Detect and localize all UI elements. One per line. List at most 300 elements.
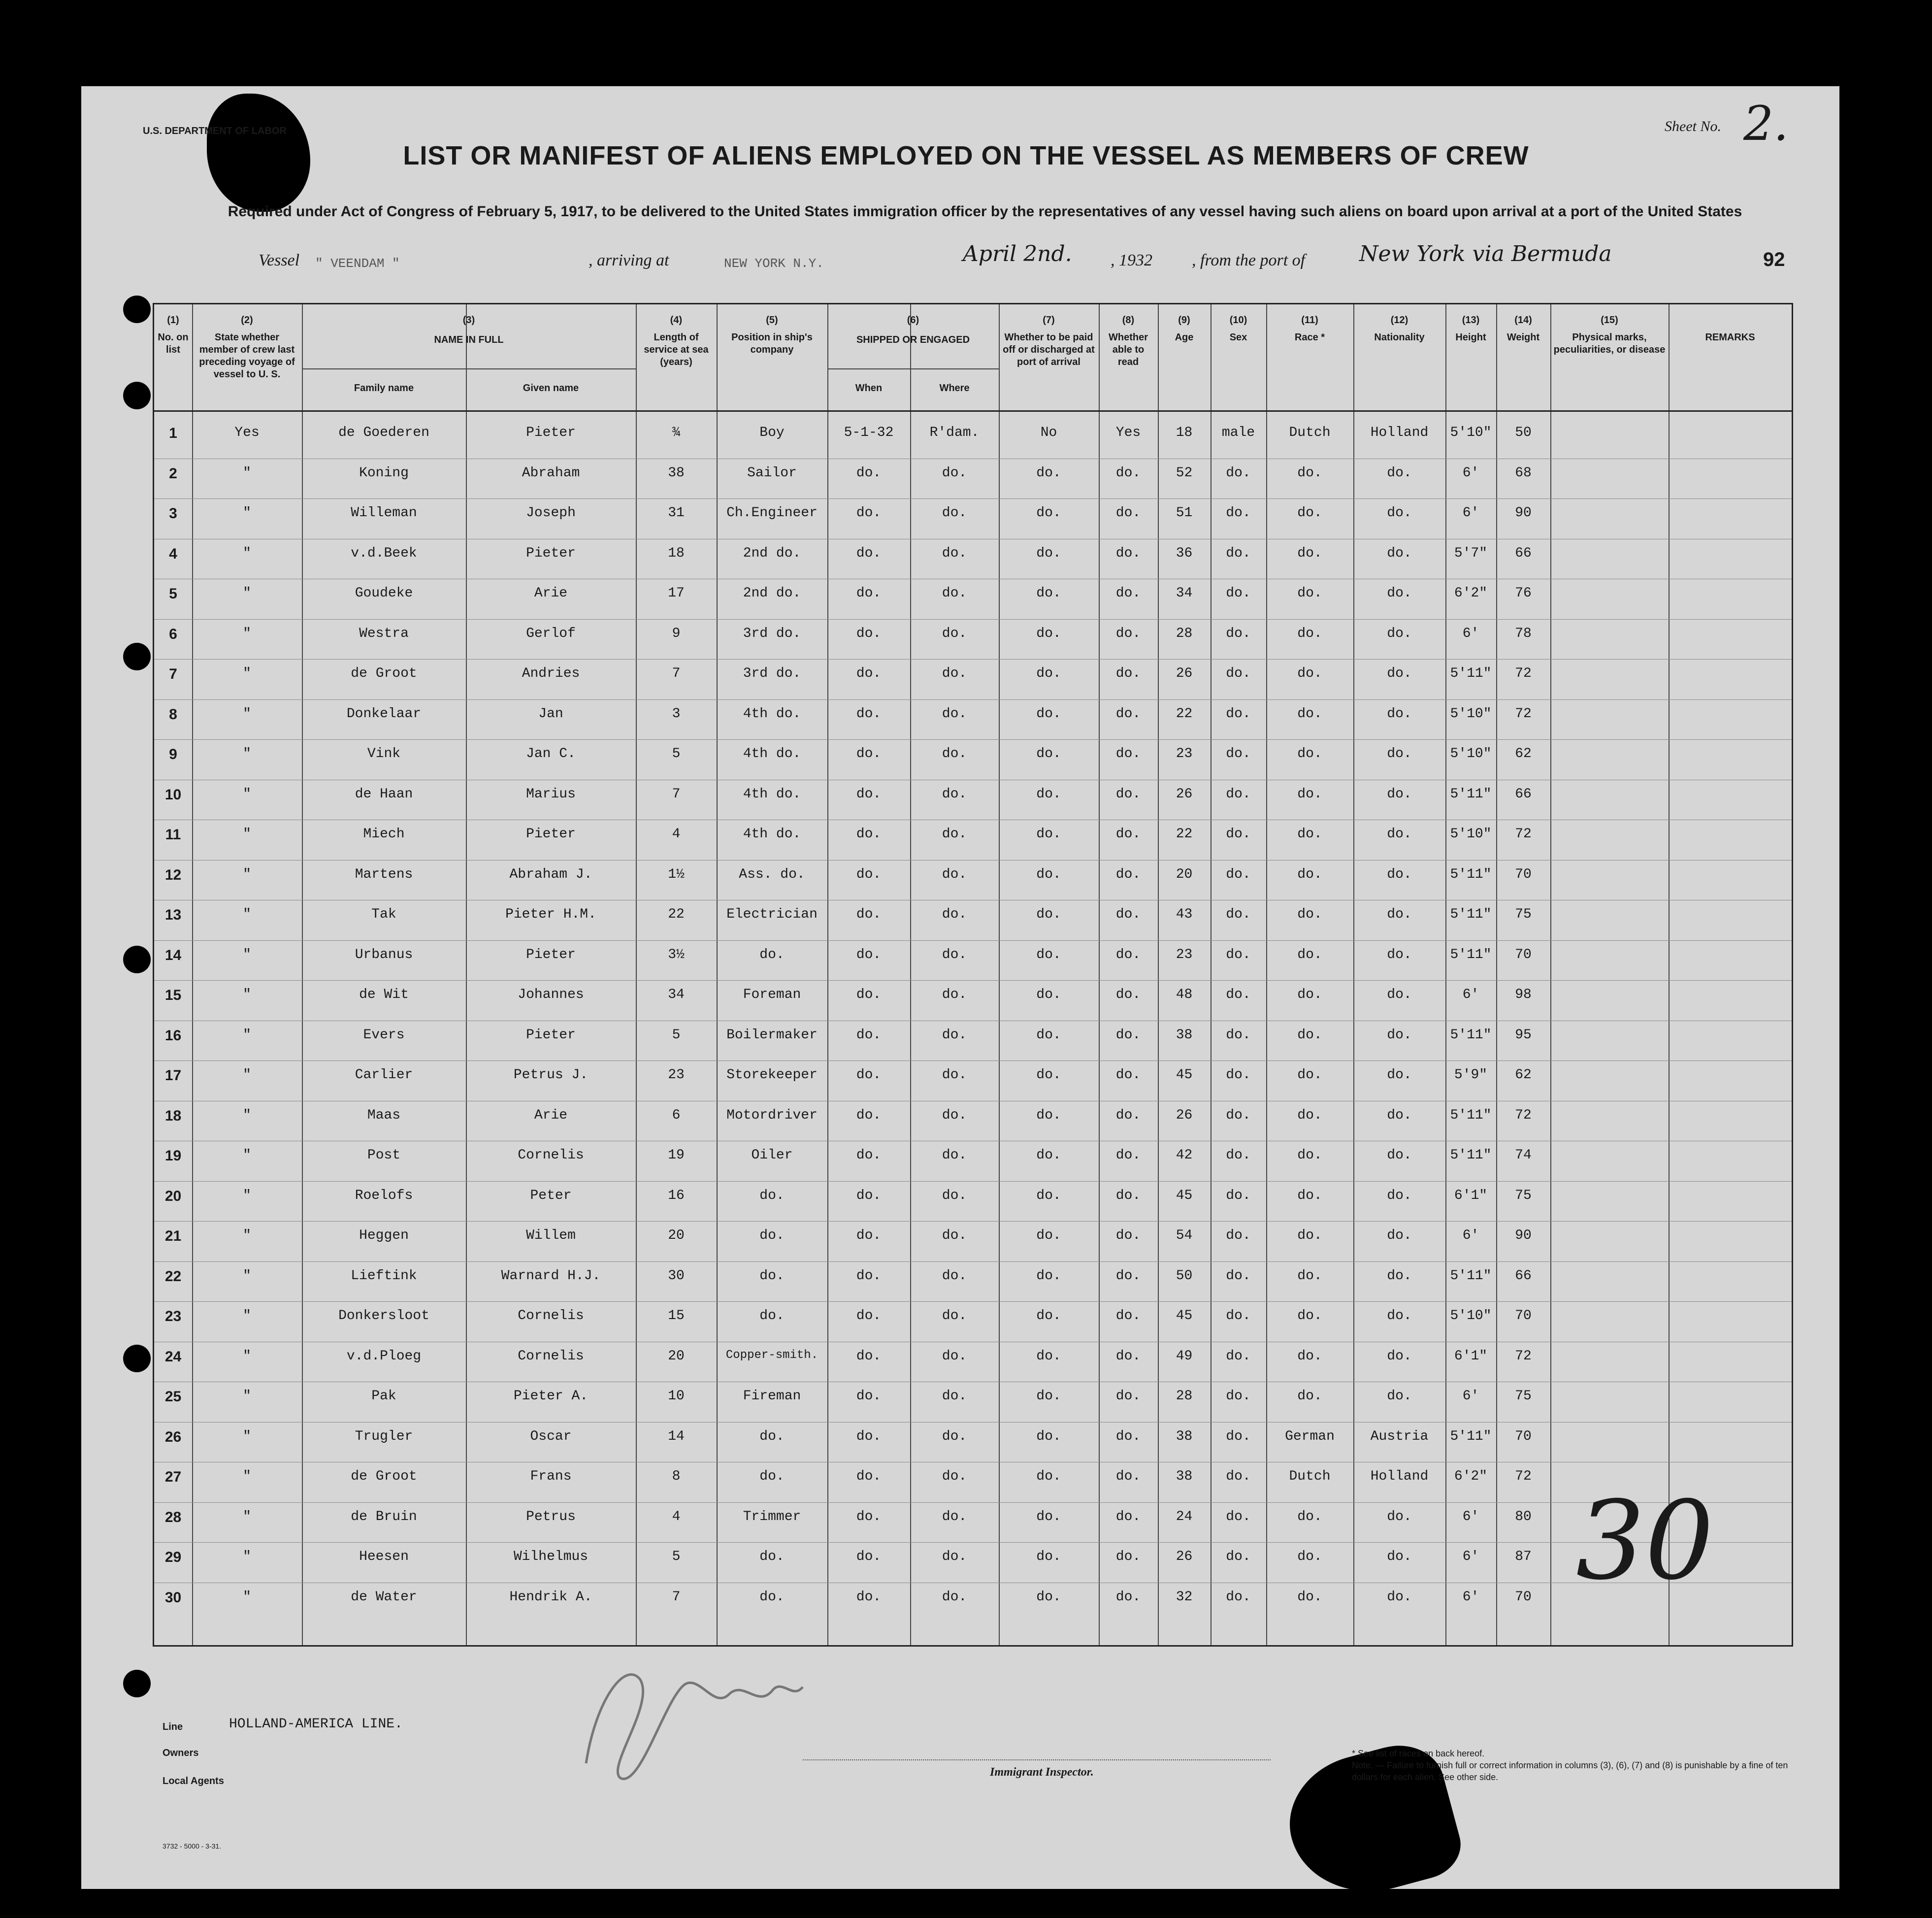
able-to-read: do. bbox=[1115, 1389, 1141, 1404]
nationality: do. bbox=[1387, 706, 1412, 722]
paid-off: do. bbox=[1036, 465, 1061, 481]
given-name: Jan bbox=[538, 706, 563, 722]
sea-service: 8 bbox=[672, 1469, 681, 1484]
arrival-date: April 2nd. bbox=[963, 241, 1072, 266]
age: 28 bbox=[1176, 626, 1193, 641]
shipped-where: do. bbox=[942, 987, 967, 1002]
height: 5'10" bbox=[1450, 706, 1492, 722]
prior-voyage: " bbox=[243, 1348, 251, 1364]
sea-service: 3½ bbox=[668, 947, 685, 962]
inspector-signature bbox=[566, 1640, 813, 1793]
able-to-read: do. bbox=[1115, 505, 1141, 521]
nationality: Holland bbox=[1370, 425, 1429, 440]
sea-service: 22 bbox=[668, 907, 685, 922]
position: 4th do. bbox=[743, 827, 801, 842]
nationality: do. bbox=[1387, 907, 1412, 922]
family-name: Evers bbox=[363, 1027, 405, 1043]
age: 22 bbox=[1176, 827, 1193, 842]
race: do. bbox=[1297, 706, 1322, 722]
weight: 70 bbox=[1515, 1428, 1532, 1444]
age: 26 bbox=[1176, 1549, 1193, 1564]
sea-service: 1½ bbox=[668, 866, 685, 882]
shipped-where: do. bbox=[942, 746, 967, 761]
age: 24 bbox=[1176, 1509, 1193, 1524]
row-number: 21 bbox=[164, 1228, 182, 1244]
paid-off: do. bbox=[1036, 666, 1061, 681]
given-name: Abraham J. bbox=[509, 866, 592, 882]
nationality: do. bbox=[1387, 1188, 1412, 1203]
paid-off: do. bbox=[1036, 1428, 1061, 1444]
shipped-when: 5-1-32 bbox=[844, 425, 894, 440]
sex: do. bbox=[1226, 465, 1251, 481]
prior-voyage: " bbox=[243, 1428, 251, 1444]
sea-service: 4 bbox=[672, 1509, 681, 1524]
height: 5'11" bbox=[1450, 1148, 1492, 1163]
column-rule bbox=[1669, 304, 1670, 1645]
nationality: do. bbox=[1387, 1268, 1412, 1284]
position: do. bbox=[759, 1469, 785, 1484]
age: 38 bbox=[1176, 1469, 1193, 1484]
paid-off: do. bbox=[1036, 987, 1061, 1002]
row-number: 15 bbox=[164, 987, 182, 1003]
vessel-label: Vessel bbox=[259, 251, 300, 269]
sex: do. bbox=[1226, 1188, 1251, 1203]
position: do. bbox=[759, 1589, 785, 1605]
position: Copper-smith. bbox=[725, 1348, 819, 1362]
sea-service: 17 bbox=[668, 586, 685, 601]
weight: 76 bbox=[1515, 586, 1532, 601]
height: 5'11" bbox=[1450, 907, 1492, 922]
race: do. bbox=[1297, 746, 1322, 761]
shipped-where: do. bbox=[942, 1027, 967, 1043]
nationality: do. bbox=[1387, 1067, 1412, 1083]
given-name: Pieter bbox=[526, 425, 576, 440]
column-number: (15) bbox=[1601, 315, 1618, 326]
age: 51 bbox=[1176, 505, 1193, 521]
prior-voyage: " bbox=[243, 1228, 251, 1243]
sex: do. bbox=[1226, 907, 1251, 922]
sea-service: 5 bbox=[672, 1027, 681, 1043]
shipped-where: do. bbox=[942, 545, 967, 561]
shipped-when: do. bbox=[856, 786, 882, 802]
position: Motordriver bbox=[726, 1107, 818, 1123]
paid-off: do. bbox=[1036, 786, 1061, 802]
sex: do. bbox=[1226, 1148, 1251, 1163]
paid-off: do. bbox=[1036, 1268, 1061, 1284]
position: 2nd do. bbox=[743, 586, 801, 601]
column-number: (5) bbox=[766, 315, 778, 326]
position: do. bbox=[759, 1308, 785, 1323]
prior-voyage: Yes bbox=[234, 425, 260, 440]
able-to-read: do. bbox=[1115, 947, 1141, 962]
given-name: Pieter bbox=[526, 947, 576, 962]
nationality: do. bbox=[1387, 505, 1412, 521]
sea-service: 20 bbox=[668, 1228, 685, 1243]
age: 32 bbox=[1176, 1589, 1193, 1605]
column-number: (1) bbox=[167, 315, 179, 326]
able-to-read: do. bbox=[1115, 1268, 1141, 1284]
family-name: Heesen bbox=[359, 1549, 409, 1564]
weight: 50 bbox=[1515, 425, 1532, 440]
height: 6'1" bbox=[1454, 1348, 1488, 1364]
height: 5'11" bbox=[1450, 1428, 1492, 1444]
prior-voyage: " bbox=[243, 465, 251, 481]
family-name: Maas bbox=[367, 1107, 401, 1123]
row-number: 28 bbox=[164, 1509, 182, 1525]
shipped-where: do. bbox=[942, 626, 967, 641]
row-number: 7 bbox=[169, 666, 177, 682]
prior-voyage: " bbox=[243, 545, 251, 561]
weight: 90 bbox=[1515, 1228, 1532, 1243]
age: 48 bbox=[1176, 987, 1193, 1002]
family-name: de Water bbox=[351, 1589, 417, 1605]
shipped-where: do. bbox=[942, 1469, 967, 1484]
family-name: v.d.Ploeg bbox=[346, 1348, 422, 1364]
sheet-number: 2. bbox=[1743, 96, 1789, 151]
shipped-where: do. bbox=[942, 866, 967, 882]
row-number: 12 bbox=[164, 866, 182, 883]
family-name: Koning bbox=[359, 465, 409, 481]
shipped-when: do. bbox=[856, 1589, 882, 1605]
nationality: do. bbox=[1387, 1549, 1412, 1564]
column-number: (6) bbox=[907, 315, 919, 326]
nationality: do. bbox=[1387, 947, 1412, 962]
row-rule bbox=[154, 659, 1792, 660]
sex: do. bbox=[1226, 626, 1251, 641]
column-header: Race * bbox=[1294, 332, 1325, 343]
height: 6' bbox=[1462, 1549, 1479, 1564]
height: 5'11" bbox=[1450, 1268, 1492, 1284]
shipped-when: do. bbox=[856, 987, 882, 1002]
age: 18 bbox=[1176, 425, 1193, 440]
local-agents-label: Local Agents bbox=[163, 1776, 224, 1786]
family-name: Trugler bbox=[355, 1428, 413, 1444]
race: do. bbox=[1297, 1027, 1322, 1043]
prior-voyage: " bbox=[243, 1389, 251, 1404]
prior-voyage: " bbox=[243, 1148, 251, 1163]
shipped-where: do. bbox=[942, 1188, 967, 1203]
weight: 90 bbox=[1515, 505, 1532, 521]
able-to-read: do. bbox=[1115, 545, 1141, 561]
shipped-when: do. bbox=[856, 505, 882, 521]
sex: do. bbox=[1226, 1589, 1251, 1605]
binder-hole bbox=[123, 1670, 151, 1697]
nationality: do. bbox=[1387, 746, 1412, 761]
prior-voyage: " bbox=[243, 786, 251, 802]
line-value: HOLLAND-AMERICA LINE. bbox=[229, 1717, 403, 1732]
row-number: 25 bbox=[164, 1389, 182, 1405]
shipped-when: do. bbox=[856, 1188, 882, 1203]
prior-voyage: " bbox=[243, 1589, 251, 1605]
height: 6' bbox=[1462, 1509, 1479, 1524]
row-number: 3 bbox=[169, 505, 177, 522]
age: 36 bbox=[1176, 545, 1193, 561]
paid-off: do. bbox=[1036, 1067, 1061, 1083]
nationality: do. bbox=[1387, 1027, 1412, 1043]
prior-voyage: " bbox=[243, 746, 251, 761]
document-title: LIST OR MANIFEST OF ALIENS EMPLOYED ON THE VESSEL AS MEMBERS OF CREW bbox=[403, 141, 1529, 170]
column-subheader: When bbox=[855, 383, 883, 394]
able-to-read: do. bbox=[1115, 1308, 1141, 1323]
position: 4th do. bbox=[743, 786, 801, 802]
position: 4th do. bbox=[743, 706, 801, 722]
shipped-when: do. bbox=[856, 626, 882, 641]
able-to-read: do. bbox=[1115, 1428, 1141, 1444]
shipped-where: do. bbox=[942, 1228, 967, 1243]
races-note: * See list of races on back hereof. bbox=[1352, 1749, 1485, 1758]
nationality: do. bbox=[1387, 545, 1412, 561]
able-to-read: do. bbox=[1115, 907, 1141, 922]
row-rule bbox=[154, 1502, 1792, 1503]
form-number: 3732 - 5000 - 3-31. bbox=[163, 1842, 222, 1850]
given-name: Willem bbox=[526, 1228, 576, 1243]
family-name: v.d.Beek bbox=[351, 545, 417, 561]
row-number: 26 bbox=[164, 1428, 182, 1445]
line-label: Line bbox=[163, 1721, 183, 1732]
paid-off: do. bbox=[1036, 947, 1061, 962]
paid-off: do. bbox=[1036, 1027, 1061, 1043]
height: 6' bbox=[1462, 626, 1479, 641]
column-header: NAME IN FULL bbox=[434, 334, 504, 345]
sex: do. bbox=[1226, 1549, 1251, 1564]
race: do. bbox=[1297, 1348, 1322, 1364]
able-to-read: do. bbox=[1115, 1027, 1141, 1043]
sex: do. bbox=[1226, 545, 1251, 561]
prior-voyage: " bbox=[243, 505, 251, 521]
binder-hole bbox=[123, 946, 151, 973]
nationality: do. bbox=[1387, 1228, 1412, 1243]
prior-voyage: " bbox=[243, 666, 251, 681]
shipped-when: do. bbox=[856, 545, 882, 561]
sea-service: 5 bbox=[672, 1549, 681, 1564]
column-number: (13) bbox=[1462, 315, 1480, 326]
family-name: Goudeke bbox=[355, 586, 413, 601]
race: do. bbox=[1297, 907, 1322, 922]
column-rule bbox=[1550, 304, 1551, 1645]
race: do. bbox=[1297, 987, 1322, 1002]
sex: do. bbox=[1226, 827, 1251, 842]
sea-service: 38 bbox=[668, 465, 685, 481]
column-number: (4) bbox=[670, 315, 683, 326]
shipped-when: do. bbox=[856, 706, 882, 722]
sea-service: 14 bbox=[668, 1428, 685, 1444]
prior-voyage: " bbox=[243, 1549, 251, 1564]
height: 6' bbox=[1462, 987, 1479, 1002]
paid-off: do. bbox=[1036, 827, 1061, 842]
prior-voyage: " bbox=[243, 907, 251, 922]
age: 38 bbox=[1176, 1428, 1193, 1444]
weight: 70 bbox=[1515, 947, 1532, 962]
weight: 87 bbox=[1515, 1549, 1532, 1564]
race: Dutch bbox=[1289, 1469, 1331, 1484]
nationality: do. bbox=[1387, 1107, 1412, 1123]
row-number: 4 bbox=[169, 545, 177, 562]
position: Boy bbox=[759, 425, 785, 440]
able-to-read: do. bbox=[1115, 666, 1141, 681]
header-rule bbox=[154, 410, 1792, 412]
weight: 66 bbox=[1515, 545, 1532, 561]
height: 5'11" bbox=[1450, 947, 1492, 962]
weight: 70 bbox=[1515, 866, 1532, 882]
sea-service: 3 bbox=[672, 706, 681, 722]
row-rule bbox=[154, 1221, 1792, 1222]
given-name: Marius bbox=[526, 786, 576, 802]
nationality: do. bbox=[1387, 827, 1412, 842]
column-header: Length of service at sea (years) bbox=[644, 332, 709, 367]
column-number: (2) bbox=[241, 315, 253, 326]
shipped-when: do. bbox=[856, 1027, 882, 1043]
column-header: Whether able to read bbox=[1109, 332, 1148, 367]
race: do. bbox=[1297, 1148, 1322, 1163]
race: do. bbox=[1297, 545, 1322, 561]
sea-service: 30 bbox=[668, 1268, 685, 1284]
age: 34 bbox=[1176, 586, 1193, 601]
vessel-name: " VEENDAM " bbox=[315, 256, 400, 271]
given-name: Wilhelmus bbox=[513, 1549, 589, 1564]
race: do. bbox=[1297, 866, 1322, 882]
row-number: 6 bbox=[169, 626, 177, 642]
sea-service: 20 bbox=[668, 1348, 685, 1364]
height: 5'9" bbox=[1454, 1067, 1488, 1083]
family-name: Pak bbox=[371, 1389, 396, 1404]
binder-hole bbox=[123, 382, 151, 409]
sex: do. bbox=[1226, 706, 1251, 722]
column-header: State whether member of crew last preceding voyage of vessel to U. S. bbox=[199, 332, 295, 380]
able-to-read: do. bbox=[1115, 1469, 1141, 1484]
sea-service: 19 bbox=[668, 1148, 685, 1163]
signature-line bbox=[803, 1759, 1271, 1760]
sex: do. bbox=[1226, 505, 1251, 521]
row-rule bbox=[154, 498, 1792, 499]
position: 4th do. bbox=[743, 746, 801, 761]
given-name: Oscar bbox=[530, 1428, 572, 1444]
able-to-read: do. bbox=[1115, 586, 1141, 601]
paid-off: do. bbox=[1036, 1188, 1061, 1203]
binder-hole bbox=[123, 643, 151, 670]
height: 6' bbox=[1462, 1228, 1479, 1243]
position: do. bbox=[759, 1188, 785, 1203]
sex: do. bbox=[1226, 1228, 1251, 1243]
prior-voyage: " bbox=[243, 586, 251, 601]
prior-voyage: " bbox=[243, 947, 251, 962]
nationality: do. bbox=[1387, 465, 1412, 481]
race: do. bbox=[1297, 626, 1322, 641]
able-to-read: do. bbox=[1115, 706, 1141, 722]
race: do. bbox=[1297, 1228, 1322, 1243]
sex: do. bbox=[1226, 1389, 1251, 1404]
shipped-where: do. bbox=[942, 1268, 967, 1284]
age: 23 bbox=[1176, 746, 1193, 761]
able-to-read: do. bbox=[1115, 1228, 1141, 1243]
position: Ch.Engineer bbox=[726, 505, 818, 521]
given-name: Hendrik A. bbox=[509, 1589, 592, 1605]
weight: 70 bbox=[1515, 1308, 1532, 1323]
weight: 72 bbox=[1515, 827, 1532, 842]
nationality: do. bbox=[1387, 987, 1412, 1002]
owners-label: Owners bbox=[163, 1748, 199, 1758]
height: 5'10" bbox=[1450, 1308, 1492, 1323]
prior-voyage: " bbox=[243, 1027, 251, 1043]
paid-off: do. bbox=[1036, 1549, 1061, 1564]
family-name: Westra bbox=[359, 626, 409, 641]
prior-voyage: " bbox=[243, 1469, 251, 1484]
sex: do. bbox=[1226, 1428, 1251, 1444]
column-number: (7) bbox=[1043, 315, 1055, 326]
crew-table bbox=[153, 303, 1793, 1647]
race: do. bbox=[1297, 1389, 1322, 1404]
sex: do. bbox=[1226, 1348, 1251, 1364]
weight: 78 bbox=[1515, 626, 1532, 641]
weight: 72 bbox=[1515, 666, 1532, 681]
position: do. bbox=[759, 1428, 785, 1444]
nationality: do. bbox=[1387, 1308, 1412, 1323]
row-number: 10 bbox=[164, 786, 182, 803]
family-name: de Bruin bbox=[351, 1509, 417, 1524]
age: 23 bbox=[1176, 947, 1193, 962]
shipped-where: do. bbox=[942, 1308, 967, 1323]
height: 5'11" bbox=[1450, 866, 1492, 882]
row-number: 11 bbox=[165, 827, 181, 843]
sea-service: 7 bbox=[672, 1589, 681, 1605]
age: 26 bbox=[1176, 786, 1193, 802]
column-subheader: Given name bbox=[523, 383, 579, 394]
able-to-read: do. bbox=[1115, 1549, 1141, 1564]
position: Sailor bbox=[747, 465, 797, 481]
given-name: Pieter bbox=[526, 545, 576, 561]
shipped-where: do. bbox=[942, 1549, 967, 1564]
height: 6' bbox=[1462, 465, 1479, 481]
paid-off: do. bbox=[1036, 746, 1061, 761]
race: do. bbox=[1297, 1188, 1322, 1203]
weight: 70 bbox=[1515, 1589, 1532, 1605]
family-name: Urbanus bbox=[355, 947, 413, 962]
weight: 72 bbox=[1515, 1348, 1532, 1364]
age: 54 bbox=[1176, 1228, 1193, 1243]
family-name: de Groot bbox=[351, 666, 417, 681]
weight: 66 bbox=[1515, 1268, 1532, 1284]
position: do. bbox=[759, 1228, 785, 1243]
paid-off: do. bbox=[1036, 505, 1061, 521]
row-number: 20 bbox=[164, 1188, 182, 1204]
age: 52 bbox=[1176, 465, 1193, 481]
shipped-when: do. bbox=[856, 1348, 882, 1364]
shipped-when: do. bbox=[856, 1428, 882, 1444]
race: Dutch bbox=[1289, 425, 1331, 440]
from-port-label: , from the port of bbox=[1192, 251, 1306, 269]
paid-off: do. bbox=[1036, 706, 1061, 722]
race: do. bbox=[1297, 827, 1322, 842]
age: 42 bbox=[1176, 1148, 1193, 1163]
sex: do. bbox=[1226, 1268, 1251, 1284]
given-name: Pieter bbox=[526, 1027, 576, 1043]
from-port: New York via Bermuda bbox=[1359, 241, 1612, 266]
race: do. bbox=[1297, 505, 1322, 521]
prior-voyage: " bbox=[243, 827, 251, 842]
column-header: Sex bbox=[1229, 332, 1247, 343]
race: do. bbox=[1297, 1067, 1322, 1083]
column-header: Position in ship's company bbox=[731, 332, 813, 355]
nationality: do. bbox=[1387, 866, 1412, 882]
column-number: (8) bbox=[1122, 315, 1135, 326]
family-name: de Wit bbox=[359, 987, 409, 1002]
given-name: Abraham bbox=[522, 465, 580, 481]
sea-service: 31 bbox=[668, 505, 685, 521]
weight: 75 bbox=[1515, 1188, 1532, 1203]
column-number: (10) bbox=[1229, 315, 1247, 326]
given-name: Arie bbox=[534, 586, 568, 601]
position: Oiler bbox=[751, 1148, 793, 1163]
given-name: Joseph bbox=[526, 505, 576, 521]
